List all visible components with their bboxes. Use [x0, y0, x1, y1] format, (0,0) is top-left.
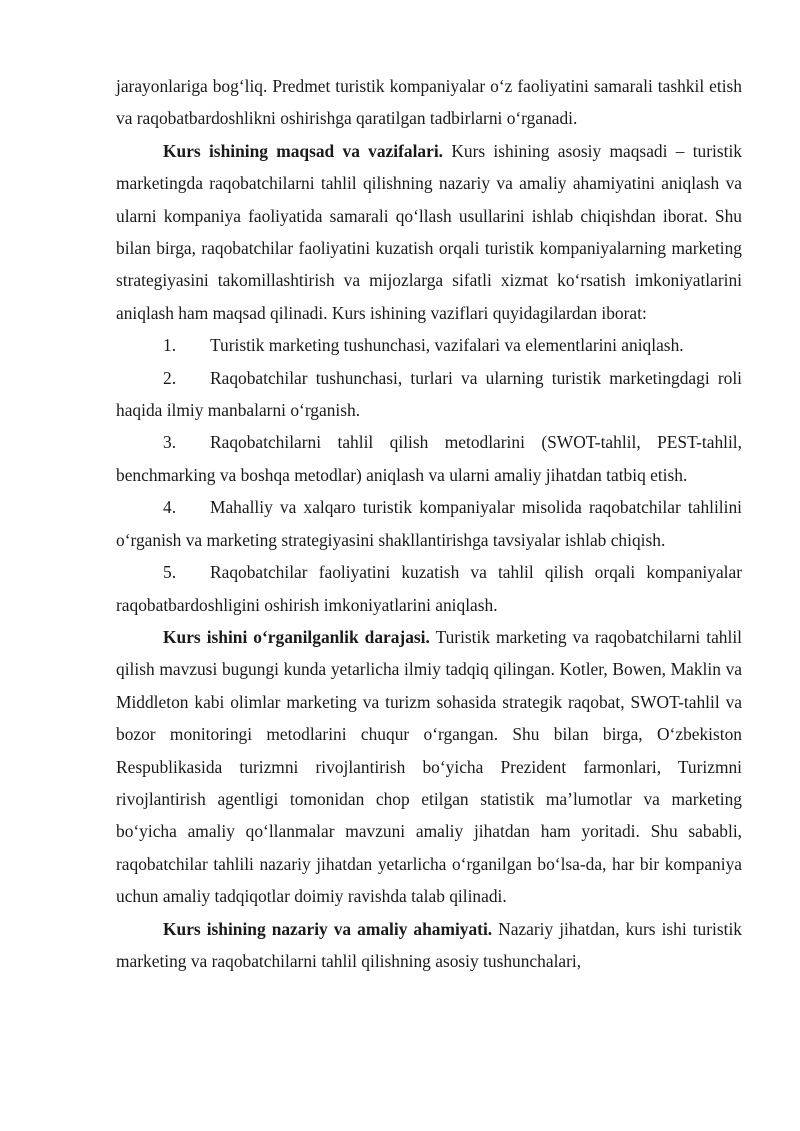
paragraph-significance [116, 913, 742, 978]
list-item-task-2 [116, 362, 742, 427]
list-item-task-5 [116, 556, 742, 621]
list-item-task-3 [116, 426, 742, 491]
paragraph-intro-continuation: jarayonlariga bog‘liq. Predmet turistik kompaniyalar o‘z faoliyatini samarali tashkil etish va raqobatbardoshlikni oshirishga qaratilgan tadbirlarni o‘rganadi. [116, 76, 742, 129]
list-item-text: Raqobatchilar faoliyatini kuzatish va tahlil qilish orqali kompaniyalar raqobatbardoshligini oshirish imkoniyatlarini aniqlash. [116, 562, 742, 615]
list-number: 1. [163, 335, 177, 356]
paragraph-research-level-text: Turistik marketing va raqobatchilarni tahlil qilish mavzusi bugungi kunda yetarlicha ilmiy tadqiq qilingan. Kotler, Bowen, Maklin va Middleton kabi olimlar marketing va turizm sohasida strategik raqobat, SWOT-tahlil va bozor monitoringi metodlarini chuqur o‘rgangan. Shu bilan birga, O‘zbekiston Respublikasida turizmni rivojlantirish bo‘yicha Prezident farmonlari, Turizmni rivojlantirish agentligi tomonidan chop etilgan statistik ma’lumotlar va marketing bo‘yicha amaliy qo‘llanmalar mavzuni amaliy jihatdan ham yoritadi. Shu sababli, raqobatchilar tahlili nazariy jihatdan yetarlicha o‘rganilgan bo‘lsa-da, har bir kompaniya uchun amaliy tadqiqotlar doimiy ravishda talab qilinadi. [116, 626, 742, 907]
list-item-text: Mahalliy va xalqaro turistik kompaniyalar misolida raqobatchilar tahlilini o‘rganish va marketing strategiyasini shakllantirishga tavsiyalar ishlab chiqish. [116, 497, 742, 550]
paragraph-research-level [116, 621, 742, 913]
section-heading-goals: Kurs ishining maqsad va vazifalari. [163, 140, 444, 161]
paragraph-goals [116, 135, 742, 329]
list-item-task-1 [116, 329, 742, 361]
section-heading-research-level: Kurs ishini o‘rganilganlik darajasi. [163, 626, 430, 647]
list-number: 5. [163, 562, 177, 583]
list-item-text: Raqobatchilarni tahlil qilish metodlarini (SWOT-tahlil, PEST-tahlil, benchmarking va boshqa metodlar) aniqlash va ularni amaliy jihatdan tatbiq etish. [116, 432, 742, 485]
list-item-text: Raqobatchilar tushunchasi, turlari va ularning turistik marketingdagi roli haqida ilmiy manbalarni o‘rganish. [116, 367, 742, 421]
list-number: 3. [163, 432, 177, 453]
list-number: 2. [163, 367, 177, 388]
list-item-text: Turistik marketing tushunchasi, vazifalari va elementlarini aniqlash. [210, 335, 684, 356]
list-number: 4. [163, 497, 177, 518]
document-page [116, 70, 742, 977]
paragraph-significance-text: Nazariy jihatdan, kurs ishi turistik marketing va raqobatchilarni tahlil qilishning asosiy tushunchalari, [116, 918, 742, 971]
paragraph-goals-text: Kurs ishining asosiy maqsadi – turistik marketingda raqobatchilarni tahlil qilishning nazariy va amaliy ahamiyatini aniqlash va ularni kompaniya faoliyatida samarali qo‘llash usullarini ishlab chiqishdan iborat. Shu bilan birga, raqobatchilar faoliyatini kuzatish orqali turistik kompaniyalarning marketing strategiyasini takomillashtirish va mijozlarga sifatli xizmat ko‘rsatish imkoniyatlarini aniqlash ham maqsad qilinadi. Kurs ishining vaziflari quyidagilardan iborat: [116, 140, 742, 323]
section-heading-significance: Kurs ishining nazariy va amaliy ahamiyati. [163, 918, 493, 939]
list-item-task-4 [116, 491, 742, 556]
